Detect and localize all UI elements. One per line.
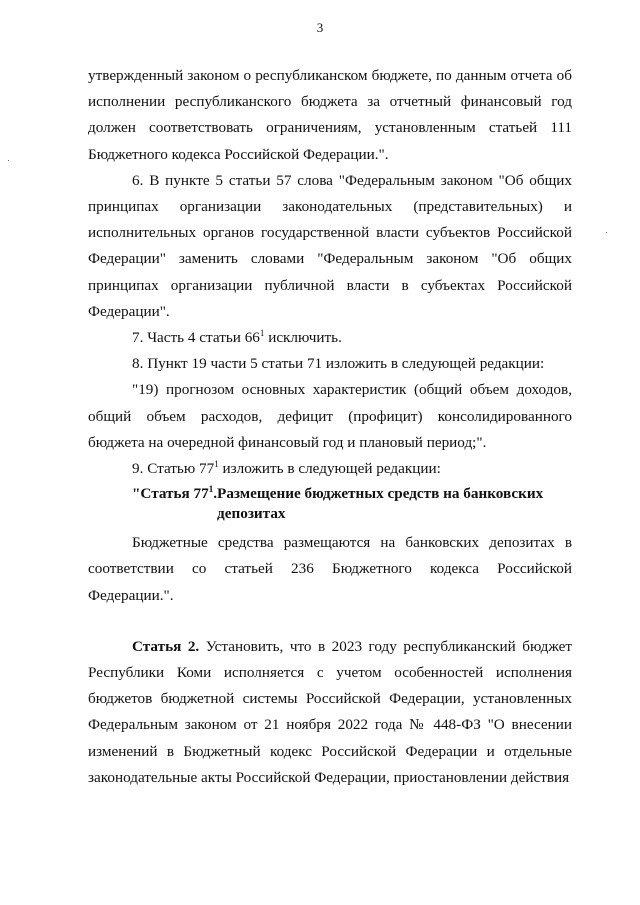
paragraph-continuation: утвержденный законом о республиканском бюджете, по данным отчета об исполнении республиканского бюджета за отчетный финансовый год должен соответствовать ограничениям, установленным статьей 111 Бюджетного кодекса Российской Федерации.".: [88, 67, 572, 163]
heading-prefix: [132, 484, 217, 504]
item-9-text: 9. Статью 77: [132, 460, 215, 478]
paragraph-item-7: [88, 325, 572, 351]
item-7-text: 7. Часть 4 статьи 66: [132, 329, 260, 347]
heading-dot: .: [213, 485, 218, 503]
item-9-text-end: изложить в следующей редакции:: [218, 460, 441, 478]
paragraph-item-8: 8. Пункт 19 части 5 статьи 71 изложить в следующей редакции:: [132, 355, 545, 373]
scan-speck: [606, 232, 607, 233]
item-7-text-end: исключить.: [264, 329, 342, 347]
article-2-text: Установить, что в 2023 году республиканский бюджет Республики Коми исполняется с учетом особенностей исполнения бюджетов бюджетной системы Российской Федерации, установленных Федеральным законом от 21 ноября 2022 года № 448-ФЗ "О внесении изменений в Бюджетный кодекс Российской Федерации и отдельные законодательные акты Российской Федерации, приостановлении действия: [88, 637, 572, 786]
heading-title: Размещение бюджетных средств на банковских депозитах: [217, 485, 544, 523]
paragraph-article-77-1-body: Бюджетные средства размещаются на банковских депозитах в соответствии со статьей 236 Бюджетного кодекса Российской Федерации.".: [88, 534, 572, 604]
article-2-label: Статья 2.: [132, 637, 200, 655]
paragraph-article-2: [88, 634, 572, 791]
paragraph-item-9: [88, 456, 572, 482]
heading-superscript: 1: [208, 484, 214, 495]
article-77-1-heading: [132, 484, 572, 524]
item-9-superscript: 1: [214, 458, 219, 469]
page-number: 3: [316, 20, 324, 35]
item-7-superscript: 1: [259, 327, 265, 338]
scan-speck: [8, 160, 9, 161]
document-body: [88, 63, 572, 791]
paragraph-quote-19: "19) прогнозом основных характеристик (общий объем доходов, общий объем расходов, дефицит (профицит) консолидированного бюджета на очередной финансовый год и плановый период;".: [88, 381, 572, 451]
heading-prefix-text: "Статья 77: [132, 485, 209, 503]
paragraph-item-6: 6. В пункте 5 статьи 57 слова "Федеральным законом "Об общих принципах организации законодательных (представительных) и исполнительных органов государственной власти субъектов Российской Федерации" заменить словами "Федеральным законом "Об общих принципах организации публичной власти в субъектах Российской Федерации".: [88, 171, 572, 320]
